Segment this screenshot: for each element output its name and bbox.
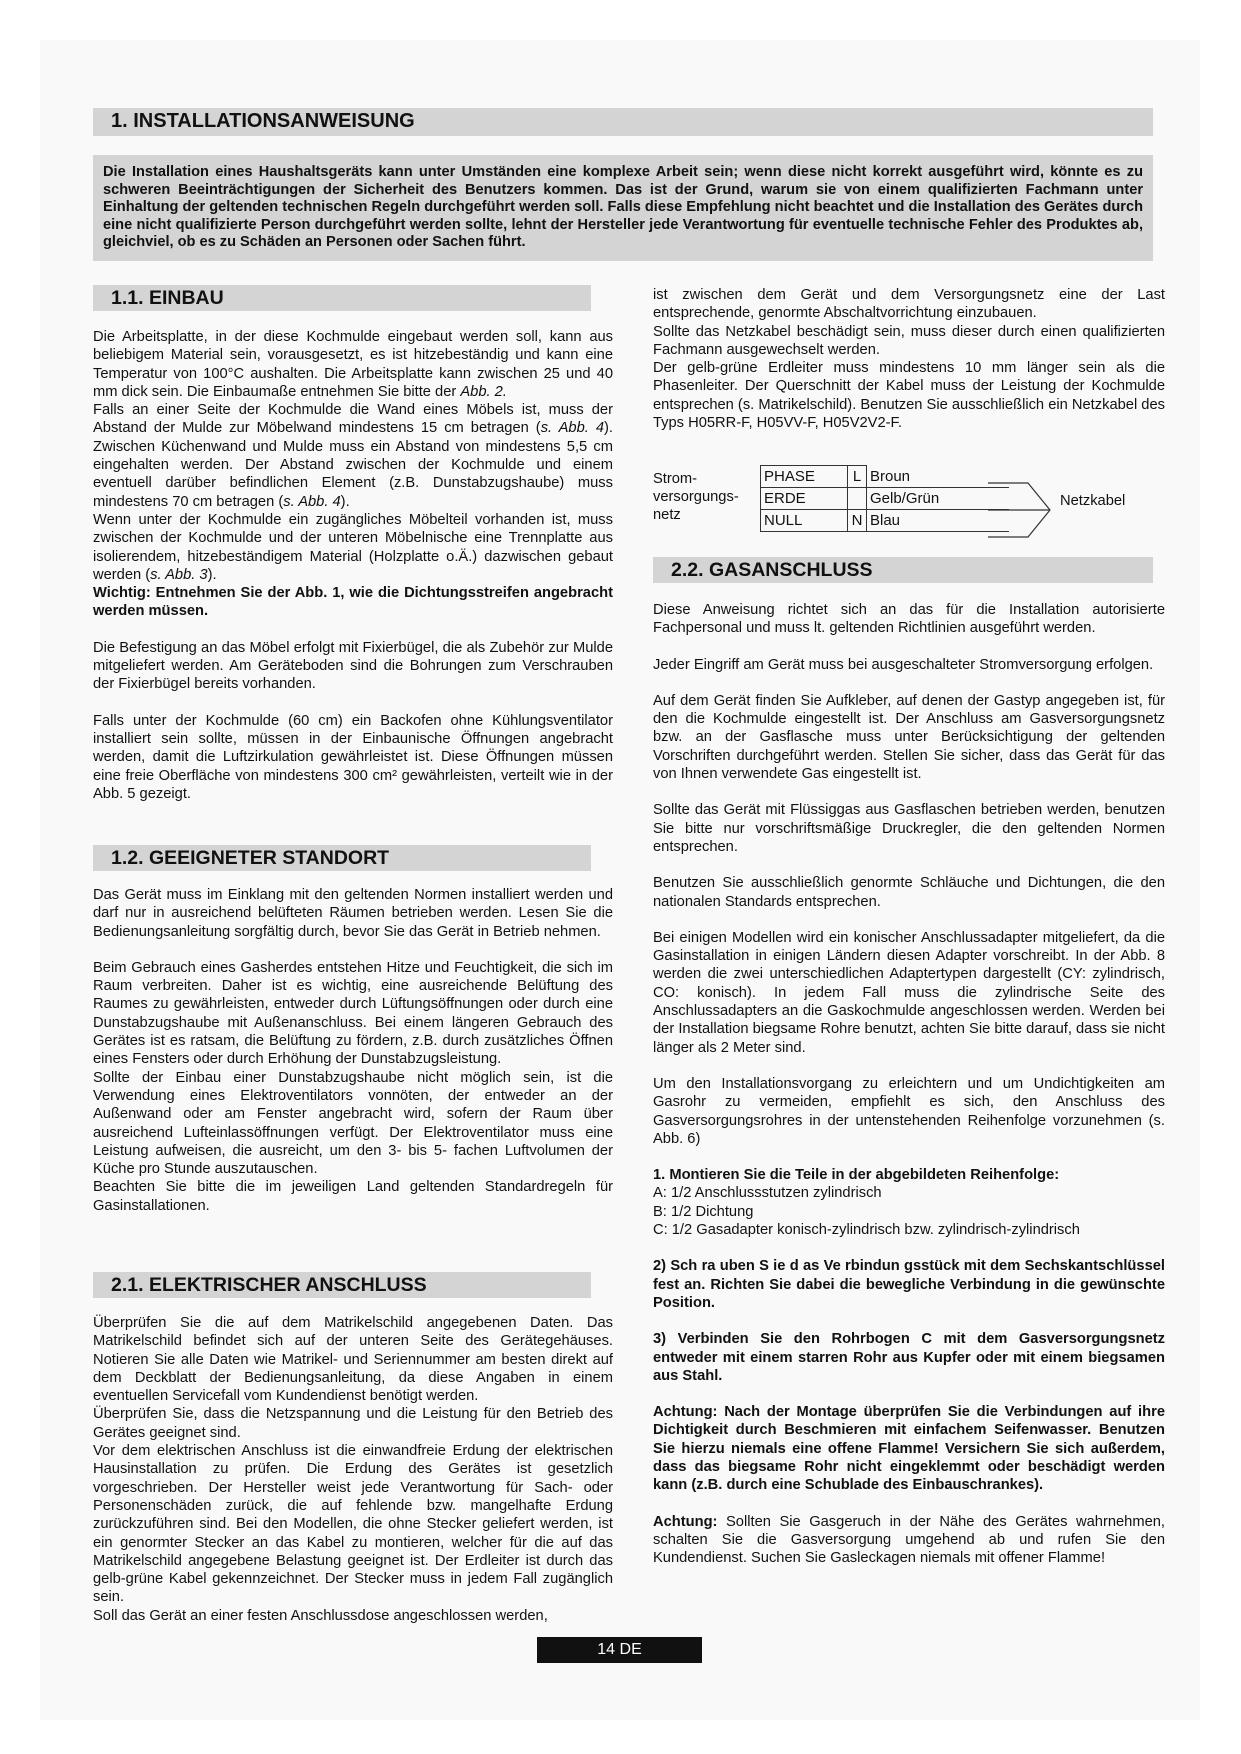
heading-einbau: 1.1. EINBAU bbox=[93, 285, 591, 311]
paragraph: ist zwischen dem Gerät und dem Versorgungsnetz eine der Last entsprechende, genormte Abschaltvorrichtung einzubauen. bbox=[653, 287, 1165, 322]
paragraph: Diese Anweisung richtet sich an das für die Installation autorisierte Fachpersonal und muss lt. geltenden Richtlinien ausgeführt werden. bbox=[653, 602, 1165, 637]
paragraph: Überprüfen Sie die auf dem Matrikelschild angegebenen Daten. Das Matrikelschild befindet sich auf der unteren Seite des Gerätegehäuses. Notieren Sie alle Daten wie Matrikel- und Seriennummer am besten direkt auf dem Deckblatt der Bedienungsanleitung, da diese Angaben in einem eventuellen Servicefall vom Kundendienst benötigt werden. bbox=[93, 1315, 613, 1405]
paragraph: Überprüfen Sie, dass die Netzspannung und die Leistung für den Betrieb des Gerätes geeignet sind. bbox=[93, 1406, 613, 1441]
supply-label: Strom- versorgungs- netz bbox=[653, 471, 739, 523]
paragraph: Falls unter der Kochmulde (60 cm) ein Backofen ohne Kühlungsventilator installiert sein sollte, müssen in der Einbaunische Öffnungen angebracht werden, damit die Luftzirkulation gewährleistet ist. Diese Öffnungen müssen eine freie Oberfläche von mindestens 300 cm² gewährleisten, verteilt wie in der Abb. 5 gezeigt. bbox=[93, 712, 613, 802]
paragraph: Sollte das Netzkabel beschädigt sein, muss dieser durch einen qualifizierten Fachmann ausgewechselt werden. bbox=[653, 323, 1165, 358]
heading-text: 1. INSTALLATIONSANWEISUNG bbox=[111, 110, 415, 132]
elektrisch-text bbox=[93, 1314, 613, 1625]
heading-elektrisch: 2.1. ELEKTRISCHER ANSCHLUSS bbox=[93, 1272, 591, 1298]
step-1: 1. Montieren Sie die Teile in der abgebildeten Reihenfolge: bbox=[653, 1167, 1060, 1184]
table-row: ERDE Gelb/Grün bbox=[761, 488, 1010, 510]
paragraph: Falls an einer Seite der Kochmulde die Wand eines Möbels ist, muss der Abstand der Mulde zur Möbelwand mindestens 15 cm betragen (s. Abb. 4). Zwischen Küchenwand und Mulde muss ein Abstand von mindestens 5,5 cm eingehalten werden. Der Abstand zwischen der Kochmulde und einem eventuell darüber befindlichen Element (z.B. Dunstabzugshaube) muss mindestens 70 cm betragen (s. Abb. 4). bbox=[93, 402, 613, 510]
paragraph: Das Gerät muss im Einklang mit den geltenden Normen installiert werden und darf nur in ausreichend belüfteten Räumen betrieben werden. Lesen Sie die Bedienungsanleitung sorgfältig durch, bevor Sie das Gerät in Betrieb nehmen. bbox=[93, 887, 613, 940]
intro-text: Die Installation eines Haushaltsgeräts kann unter Umständen eine komplexe Arbeit sein; wenn diese nicht korrekt ausgeführt wird, könnte es zu schweren Beeinträchtigungen der Sicherheit des Benutzers kommen. Das ist der Grund, warum sie von einem qualifizierten Fachmann unter Einhaltung der geltenden technischen Regeln durchgeführt werden soll. Falls diese Empfehlung nicht beachtet und die Installation des Gerätes durch eine nicht qualifizierte Person durchgeführt werden sollte, lehnt der Hersteller jede Verantwortung für eventuelle technische Fehler des Produktes ab, gleichviel, ob es zu Schäden an Personen oder Sachen führt. bbox=[103, 164, 1143, 251]
cable-label: Netzkabel bbox=[1060, 493, 1126, 509]
warning-1: Achtung: Nach der Montage überprüfen Sie die Verbindungen auf ihre Dichtigkeit durch Beschmieren mit einfachem Seifenwasser. Benutzen Sie hierzu niemals eine offene Flamme! Versichern Sie sich außerdem, dass das biegsame Rohr nicht eingeklemmt oder beschädigt werden kann (z.B. durch eine Schublade des Einbauschrankes). bbox=[653, 1404, 1165, 1494]
paragraph: Auf dem Gerät finden Sie Aufkleber, auf denen der Gastyp angegeben ist, für den die Kochmulde eingestellt ist. Der Anschluss am Gasversorgungsnetz bzw. an der Gasflasche muss unter Berücksichtigung der geltenden Vorschriften durchgeführt werden. Stellen Sie sicher, dass das Gerät für das von Ihnen verwendete Gas eingestellt ist. bbox=[653, 692, 1165, 783]
warning-2: Achtung: Sollten Sie Gasgeruch in der Nähe des Gerätes wahrnehmen, schalten Sie die Gasversorgung umgehend ab und rufen Sie den Kundendienst. Suchen Sie Gasleckagen niemals mit offener Flamme! bbox=[653, 1513, 1165, 1567]
paragraph: Beim Gebrauch eines Gasherdes entstehen Hitze und Feuchtigkeit, die sich im Raum verbreiten. Daher ist es wichtig, eine ausreichende Belüftung des Raumes zu gewährleisten, entweder durch Lüftungsöffnungen oder durch eine Dunstabzugshaube mit Außenanschluss. Bei einem längeren Gebrauch des Gerätes ist es ratsam, die Belüftung zu fördern, z.B. durch zusätzliches Öffnen eines Fensters oder durch Erhöhung der Dunstabzugsleistung. bbox=[93, 959, 613, 1068]
table-row: PHASE L Broun bbox=[761, 466, 1010, 488]
step-1a: A: 1/2 Anschlussstutzen zylindrisch bbox=[653, 1185, 882, 1202]
wiring-table bbox=[760, 465, 1009, 532]
paragraph: Wenn unter der Kochmulde ein zugängliches Möbelteil vorhanden ist, muss zwischen der Kochmulde und der unteren Möbelnische eine Trennplatte aus isolierendem, hitzebeständigem Material (Holzplatte o.Ä.) dazwischen gebaut werden (s. Abb. 3). bbox=[93, 511, 613, 583]
section-heading-installation bbox=[93, 108, 1153, 136]
paragraph: Der gelb-grüne Erdleiter muss mindestens 10 mm länger sein als die Phasenleiter. Der Querschnitt der Kabel muss der Leistung der Kochmulde entsprechen (s. Matrikelschild). Benutzen Sie ausschließlich ein Netzkabel des Typs H05RR-F, H05VV-F, H05V2V2-F. bbox=[653, 360, 1165, 432]
step-2: 2) Sch ra uben S ie d as Ve rbindun gsstück mit dem Sechskantschlüssel fest an. Richten Sie dabei die bewegliche Verbindung in die gewünschte Position. bbox=[653, 1258, 1165, 1311]
elektrisch-continued bbox=[653, 286, 1165, 432]
paragraph: Um den Installationsvorgang zu erleichtern und um Undichtigkeiten am Gasrohr zu vermeiden, empfiehlt es sich, den Anschluss des Gasversorgungsrohres in der untenstehenden Reihenfolge vorzunehmen (s. Abb. 6) bbox=[653, 1075, 1165, 1147]
paragraph: Vor dem elektrischen Anschluss ist die einwandfreie Erdung der elektrischen Hausinstallation zu prüfen. Die Erdung des Gerätes ist gesetzlich vorgeschrieben. Der Hersteller weist jede Verantwortung für Sach- oder Personenschäden zurück, die auf fehlende bzw. mangelhafte Erdung zurückzuführen sind. Bei den Modellen, die ohne Stecker geliefert werden, ist ein genormter Stecker an das Kabel zu montieren, welcher für die auf das Matrikelschild angegebene Belastung geeignet ist. Der Erdleiter ist durch das gelb-grüne Kabel gekennzeichnet. Der Stecker muss in jedem Fall zugänglich sein. bbox=[93, 1443, 613, 1606]
paragraph: Sollte das Gerät mit Flüssiggas aus Gasflaschen betrieben werden, benutzen Sie bitte nur vorschriftsmäßige Druckregler, die den geltenden Normen entsprechen. bbox=[653, 802, 1165, 855]
important-note: Wichtig: Entnehmen Sie der Abb. 1, wie die Dichtungsstreifen angebracht werden müssen. bbox=[93, 585, 613, 620]
paragraph: Bei einigen Modellen wird ein konischer Anschlussadapter mitgeliefert, da die Gasinstallation in einigen Ländern diesen Adapter vorschreibt. In der Abb. 8 werden die zwei unterschiedlichen Adaptertypen dargestellt (CY: zylindrisch, CO: konisch). In jedem Fall muss die zylindrische Seite des Anschlussadapters an die Gaskochmulde angeschlossen werden. Werden bei der Installation biegsame Rohre benutzt, achten Sie bitte darauf, dass sie nicht länger als 2 Meter sind. bbox=[653, 929, 1165, 1056]
paragraph: Benutzen Sie ausschließlich genormte Schläuche und Dichtungen, die den nationalen Standards entsprechen. bbox=[653, 875, 1165, 910]
cable-bundle-arrow-icon bbox=[988, 480, 1058, 540]
heading-standort: 1.2. GEEIGNETER STANDORT bbox=[93, 845, 591, 871]
page-number: 14 DE bbox=[537, 1637, 702, 1663]
heading-gas: 2.2. GASANSCHLUSS bbox=[653, 557, 1153, 583]
paragraph: Beachten Sie bitte die im jeweiligen Land geltenden Standardregeln für Gasinstallationen. bbox=[93, 1179, 613, 1214]
intro-box bbox=[93, 155, 1153, 261]
step-1b: B: 1/2 Dichtung bbox=[653, 1203, 754, 1220]
paragraph: Jeder Eingriff am Gerät muss bei ausgeschalteter Stromversorgung erfolgen. bbox=[653, 656, 1154, 673]
einbau-text bbox=[93, 328, 613, 803]
gas-text bbox=[653, 601, 1165, 1567]
step-3: 3) Verbinden Sie den Rohrbogen C mit dem Gasversorgungsnetz entweder mit einem starren Rohr aus Kupfer oder mit einem biegsamen aus Stahl. bbox=[653, 1331, 1165, 1384]
paragraph: Die Arbeitsplatte, in der diese Kochmulde eingebaut werden soll, kann aus beliebigem Material sein, vorausgesetzt, es ist hitzebeständig und kann eine Temperatur von 100°C aushalten. Die Arbeitsplatte kann zwischen 25 und 40 mm dick sein. Die Einbaumaße entnehmen Sie bitte der Abb. 2. bbox=[93, 329, 613, 400]
paragraph: Soll das Gerät an einer festen Anschlussdose angeschlossen werden, bbox=[93, 1607, 548, 1624]
paragraph: Sollte der Einbau einer Dunstabzugshaube nicht möglich sein, ist die Verwendung eines Elektroventilators vonnöten, der entweder an der Außenwand oder am Fenster angebracht wird, sofern der Raum über ausreichend Lufteinlassöffnungen verfügt. Der Elektroventilator muss eine Leistung aufweisen, die ausreicht, um den 3- bis 5- fachen Luftvolumen der Küche pro Stunde auszutauschen. bbox=[93, 1069, 613, 1178]
paragraph: Die Befestigung an das Möbel erfolgt mit Fixierbügel, die als Zubehör zur Mulde mitgeliefert werden. Am Geräteboden sind die Bohrungen zum Verschrauben der Fixierbügel bereits vorhanden. bbox=[93, 639, 613, 693]
table-row: NULL N Blau bbox=[761, 510, 1010, 532]
step-1c: C: 1/2 Gasadapter konisch-zylindrisch bzw. zylindrisch-zylindrisch bbox=[653, 1222, 1080, 1239]
standort-text bbox=[93, 886, 613, 1215]
